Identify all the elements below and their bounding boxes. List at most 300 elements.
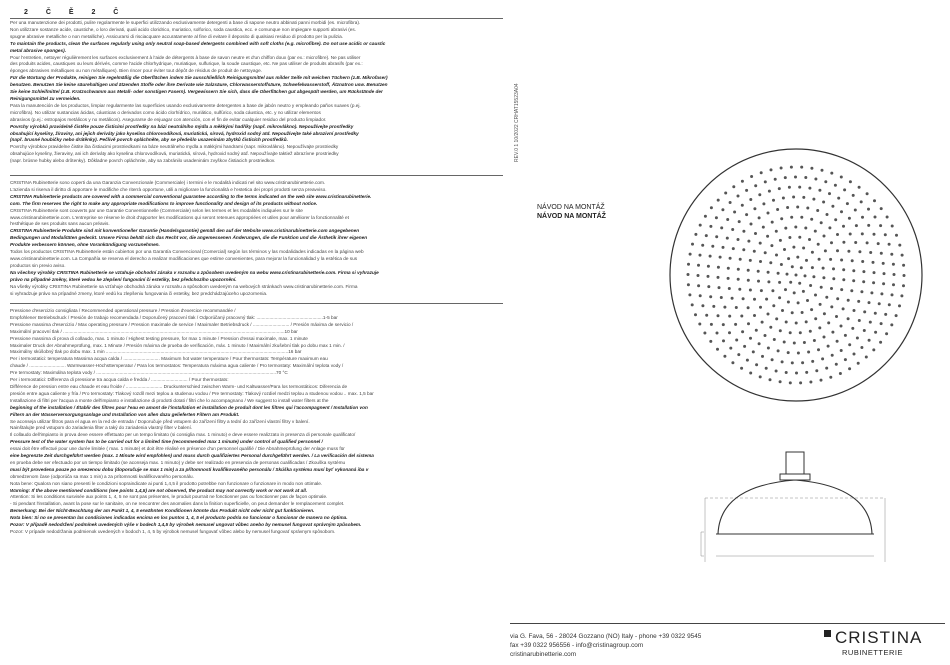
text-line: Pozor: V případě nedodržení podmínek uvedených výše v bodech 1,4,5 by výrobek nemusel ungovat vůbec anebo by nemusel fungovat správným způsobem. (10, 522, 362, 528)
company-address (510, 632, 701, 659)
nozzle (843, 188, 846, 191)
nozzle (715, 235, 718, 238)
nozzle (863, 329, 866, 332)
shower-head-top-view (666, 140, 926, 410)
nozzle (829, 258, 832, 261)
nozzle (687, 273, 690, 276)
nozzle (707, 285, 710, 288)
nozzle (851, 259, 854, 262)
nozzle (880, 252, 883, 255)
text-line: Per una manutenzione dei prodotti, pulire regolarmente le superfici utilizzando esclusivamente detergenti a base di sapone neutro abbinati panni morbidi (es. microfibra). (10, 20, 361, 25)
nozzle (886, 216, 889, 219)
nozzle (790, 216, 793, 219)
header-marks: 2 Č Ě 2 Č (24, 9, 127, 16)
nozzle (885, 332, 888, 335)
nozzle (808, 187, 811, 190)
nozzle (758, 342, 761, 345)
nozzle (879, 341, 882, 344)
nozzle (790, 166, 793, 169)
nozzle (737, 278, 740, 281)
nozzle (882, 262, 885, 265)
text-line: chaude / ............................ Warmwasser-Höchsttemperatur / Para los termostatos: Temperatura máxima agua caliente / Pro termostaty: Maximální teplota vody / (10, 363, 344, 369)
logo-square-icon (824, 630, 831, 637)
text-line: Reinigungsmittel zu vermeiden. (10, 95, 81, 101)
nozzle (785, 371, 788, 374)
nozzle (830, 287, 833, 290)
text-line: Para la manutención de los productos, limpiar regularmente las superficies usando exclusivamente detergentes a base de jabón neutro y empleando paños suaves (p.ej. (10, 102, 361, 108)
nozzle (857, 300, 860, 303)
nozzle (699, 224, 702, 227)
nozzle (872, 261, 875, 264)
nozzle (832, 267, 835, 270)
text-line: obsahující kyseliny, žíraviny, ani jejich deriváty jako kyselina chlorovodíková, muriatická, sírová, hydroxid sodný atd. Nepoužívejte také abrazivní prostředky (10, 130, 359, 136)
nozzle (892, 283, 895, 286)
nozzle (792, 246, 795, 249)
nozzle (731, 361, 734, 364)
nozzle (811, 360, 814, 363)
nozzle (849, 233, 852, 236)
nozzle (729, 347, 732, 350)
text-line: spugne abrasive metalliche o non metalliche). Assicurarsi di risciacquare accuratamente al fine di evitare il deposito di qualsiasi residuo di prodotto per la pulizia. (10, 33, 343, 39)
nozzle (742, 230, 745, 233)
nozzle (891, 225, 894, 228)
nozzle (840, 176, 843, 179)
nozzle (721, 208, 724, 211)
nozzle (842, 241, 845, 244)
nozzle (771, 221, 774, 224)
nozzle (836, 233, 839, 236)
nozzle (766, 235, 769, 238)
nozzle (848, 343, 851, 346)
nozzle (784, 288, 787, 291)
nozzle (898, 244, 901, 247)
nozzle (828, 226, 831, 229)
nozzle (747, 279, 750, 282)
nozzle (742, 248, 745, 251)
nozzle (800, 166, 803, 169)
nozzle (777, 349, 780, 352)
nozzle (848, 367, 851, 370)
nozzle (735, 339, 738, 342)
nozzle (836, 249, 839, 252)
nozzle (759, 260, 762, 263)
nozzle (694, 233, 697, 236)
nozzle (853, 353, 856, 356)
nozzle (819, 303, 822, 306)
nozzle (726, 237, 729, 240)
nozzle (820, 379, 823, 382)
nozzle (753, 207, 756, 210)
nozzle (891, 293, 894, 296)
nozzle (772, 199, 775, 202)
logo-word: CRISTINA (835, 628, 923, 647)
text-line: www.cristinarubinetterie.com. L'entreprise se réserve le droit d'apporter les modifications qui seront retenues appropriées et utiles pour améliorer la fonctionnalité et (10, 214, 349, 220)
nozzle (867, 208, 870, 211)
nozzle (778, 187, 781, 190)
nozzle (770, 244, 773, 247)
nozzle (717, 276, 720, 279)
nozzle (694, 313, 697, 316)
text-line: www.cristinarubinetterie.com. La Compañía se reserva el derecho a realizar modificaciones que estime convenientes, para mejorar la funcionalidad y la estética de sus (10, 255, 358, 261)
nozzle (824, 180, 827, 183)
nozzle (809, 284, 812, 287)
nozzle (727, 267, 730, 270)
nozzle (801, 311, 804, 314)
nozzle (778, 296, 781, 299)
nozzle (787, 351, 790, 354)
nozzle (722, 246, 725, 249)
nozzle (810, 218, 813, 221)
text-line: Pressione massima di prova di collaudo, max. 1 minuto / Highest testing pressure, for max 1 minute / Pression d'essai maximale, max. 1 minute (10, 335, 308, 341)
text-line: Non utilizzare sostanze acide, caustiche, o loro derivati, quali acido cloridrico, muriatico, solforico, soda caustica, ecc. e comunque non impiegare supporti abrasivi (es. (10, 26, 357, 32)
text-line: (napr. brúsne hubky alebo drôtenky). Dôkladne povrch opláchnite, aby sa zabránilo usadeninám zvyškov čistiacich prostriedkov. (10, 158, 276, 164)
nozzle (780, 167, 783, 170)
nozzle (872, 281, 875, 284)
nozzle (822, 201, 825, 204)
nozzle (852, 194, 855, 197)
text-line: Empfohlener Betriebsdruck / Presión de trabajo recomendada / Doporučený pracovní tlak / Odporúčaný pracovný tlak: ...................................................1-5 bar (10, 314, 338, 320)
nozzle (697, 264, 700, 267)
nozzle (857, 362, 860, 365)
nozzle (835, 363, 838, 366)
nozzle (842, 268, 845, 271)
nozzle (687, 263, 690, 266)
text-line: microfibra). No utilizar sustancias ácidas, cáusticas o derivados como ácido clorhídrico, muriático, sulfúrico, soda cáustica, etc. y no utilizar elementos (10, 109, 321, 115)
nozzle (878, 302, 881, 305)
nozzle (820, 286, 823, 289)
nozzle (852, 279, 855, 282)
nozzle (728, 315, 731, 318)
nozzle (853, 309, 856, 312)
nozzle (785, 321, 788, 324)
nozzle (705, 314, 708, 317)
nozzle (840, 288, 843, 291)
nozzle (870, 291, 873, 294)
nozzle (758, 216, 761, 219)
nozzle (830, 241, 833, 244)
nozzle (741, 330, 744, 333)
nozzle (697, 284, 700, 287)
nozzle (789, 381, 792, 384)
nozzle (737, 353, 740, 356)
nozzle (775, 317, 778, 320)
text-line: CRISTINA Rubinetterie sont couverts par une Garantie Conventionnelle (Commerciale) selon les termes et les modalités indiquées sur le site (10, 207, 303, 213)
text-line: l'esthétique de ses produits sans aucun préavis. (10, 221, 110, 227)
nozzle (814, 230, 817, 233)
nozzle (850, 289, 853, 292)
nozzle (715, 216, 718, 219)
nozzle (760, 289, 763, 292)
nozzle (720, 296, 723, 299)
nozzle (827, 321, 830, 324)
text-line: Maximální pracovní tlak / ..........................................................................................................................................................................10 bar (10, 328, 298, 334)
text-line: Pressione massima d'esercizio / Max operating pressure / Pression maximale de service / Maximaler Betriebsdruck / ............................ / Presión máxima de servicio / (10, 321, 354, 327)
nozzle (783, 341, 786, 344)
nozzle (787, 257, 790, 260)
nozzle (805, 320, 808, 323)
text-line: Povrchy výrobkov pravidelne čistite iba čistiacimi prostriedkami na báze neutrálneho mydla a mäkkými handrami (napr. mikrovlákno). Nepoužívajte prostriedky (10, 144, 339, 150)
text-line: abrasivos (p.ej.: estropajos metálicos y no metálicos). Asegurarse de enjuagar con atención, con el fin de evitar cualquier residuo del producto limpiador. (10, 116, 327, 122)
text-line: Nota bene: Qualora non siano presenti le condizioni sopraindicate ai punti 1,4,5 il prodotto potrebbe non funzionare o funzionare in modo non ottimale. (10, 480, 323, 486)
nozzle (858, 250, 861, 253)
nozzle (831, 331, 834, 334)
nozzle (728, 287, 731, 290)
text-line: obsahujúce kyseliny, žieraviny, ani ich deriváty ako kyselina chlorovodíková, muriatická, sírová, hydroxid sodný atď. Nepoužívajte taktiež abrazívne prostriedky (10, 151, 339, 157)
nozzle (758, 193, 761, 196)
nozzle (709, 255, 712, 258)
address-line: via G. Fava, 56 - 28024 Gozzano (NO) Italy - phone +39 0322 9545 (510, 633, 702, 640)
nozzle (823, 312, 826, 315)
nozzle (903, 274, 906, 277)
nozzle (765, 367, 768, 370)
nozzle (724, 192, 727, 195)
nozzle (895, 314, 898, 317)
text-line: Pour l'entretien, nettoyer régulièrement les surfaces exclusivement à l'aide de détergents à base de savon neutre et d'un chiffon doux (par ex.: microfibre). Ne pas utiliser (10, 54, 361, 60)
nozzle (779, 329, 782, 332)
nozzle (689, 253, 692, 256)
nozzle (723, 306, 726, 309)
nozzle (874, 216, 877, 219)
nozzle (799, 331, 802, 334)
nozzle (791, 265, 794, 268)
nozzle (812, 198, 815, 201)
nozzle (802, 196, 805, 199)
nozzle (718, 286, 721, 289)
nozzle (832, 277, 835, 280)
nozzle (743, 345, 746, 348)
nozzle (794, 226, 797, 229)
nozzle (804, 176, 807, 179)
nozzle (839, 372, 842, 375)
nozzle (821, 169, 824, 172)
contact-line: fax +39 0322 956556 - info@cristinagroup.com (510, 642, 644, 649)
nozzle (707, 265, 710, 268)
nozzle (717, 266, 720, 269)
nozzle (764, 334, 767, 337)
nozzle (729, 201, 732, 204)
nozzle (798, 186, 801, 189)
nozzle (794, 176, 797, 179)
nozzle (737, 268, 740, 271)
nozzle (869, 251, 872, 254)
nozzle (784, 227, 787, 230)
nozzle (716, 348, 719, 351)
nozzle (880, 322, 883, 325)
text-line: To maintain the products, clean the surfaces regularly using only neutral soap-based detergents combined with soft cloths (e.g. microfibre). Do not use acidic or caustic (10, 40, 386, 46)
nozzle (771, 289, 774, 292)
nozzle (814, 178, 817, 181)
nozzle (800, 266, 803, 269)
nozzle (810, 167, 813, 170)
nozzle (749, 259, 752, 262)
text-line: musí být provedena pouze po omezenou dobu (doporučuje se max 1 min) a za přítomnosti kvalifikovaného personálu / Skúška systému musí byť vykonaná iba v (10, 466, 369, 472)
nozzle (732, 247, 735, 250)
nozzle (806, 207, 809, 210)
nozzle (697, 274, 700, 277)
nozzle (879, 224, 882, 227)
nozzle (882, 282, 885, 285)
text-line: Bemerkung: Bei der Nicht-Beachtung der am Punkt 1, 4, 5 erwähnten Konditionen könnte das Produkt nicht oder nicht gut funktionieren. (10, 508, 315, 514)
nozzle (847, 299, 850, 302)
divider-rule-2 (10, 303, 503, 304)
nozzle (854, 209, 857, 212)
text-line: Il collaudo dell'impianto in prova deve essere effettuato per un tempo limitato (si consiglia max. 1 minuto) e deve essere realizzato in presenza di personale qualificato/ (10, 432, 356, 438)
nozzle (861, 232, 864, 235)
nozzle (862, 270, 865, 273)
text-line: Maximaler Druck der Abnahmeprüfung, max. 1 Minute / Presión máxima de prueba de verificación, máx. 1 minuto / Maximální zkušební tlak po dobu max 1 min. / (10, 342, 345, 348)
nozzle (795, 274, 798, 277)
nozzle (830, 305, 833, 308)
nozzle (834, 218, 837, 221)
nozzle (802, 247, 805, 250)
nozzle (861, 260, 864, 263)
nozzle (757, 280, 760, 283)
text-line: Per i termostatici: temperatura Massima acqua calda / ............................ Maximum hot water temperature / Pour thermostats: Température maximum eau (10, 356, 328, 362)
text-line: presión entre agua caliente y fría / Pro termostaty: Tlakový rozdíl mezi teplou a studenou vodou / Pre termostaty: Tlakový rozdiel medzi teplou a studenou vodou .. max. 1,5 bar (10, 390, 374, 396)
nozzle (705, 234, 708, 237)
nozzle (778, 281, 781, 284)
nozzle (737, 195, 740, 198)
nozzle (768, 190, 771, 193)
nozzle (847, 317, 850, 320)
nozzle (753, 314, 756, 317)
nozzle (836, 297, 839, 300)
nozzle (880, 207, 883, 210)
nozzle (781, 309, 784, 312)
footer-rule (510, 623, 945, 624)
nozzle (728, 331, 731, 334)
text-line: Pressure test of the water system has to be carried out for a limited time (recommended max 1 minute) under control of qualified personnel / (10, 439, 323, 445)
nozzle (795, 372, 798, 375)
nozzle (813, 339, 816, 342)
text-line: eine begrenzte Zeit durchgeführt werden (max. 1 Minute wird empfohlen) und muss durch qualifiziertes Personal durchgeführt werden. / La verificación del sistema (10, 453, 374, 459)
nozzle (807, 351, 810, 354)
nozzle (854, 241, 857, 244)
nozzle (767, 280, 770, 283)
nozzle (811, 266, 814, 269)
nozzle (767, 212, 770, 215)
nozzle (747, 306, 750, 309)
nozzle (809, 330, 812, 333)
nozzle (762, 226, 765, 229)
warranty-section (10, 180, 503, 297)
nozzle (711, 245, 714, 248)
nozzle (759, 375, 762, 378)
nozzle (772, 304, 775, 307)
text-line: (např. brusné houbičky nebo drátěnky). Pečlivě povrch opláchněte, aby se předešlo usazeninám zbytků čisticích prostředků. (10, 137, 288, 143)
nozzle (746, 359, 749, 362)
text-line: Produkte verbessern können, ohne Vorankündigung vorzunehmen. (10, 242, 160, 248)
nozzle (780, 263, 783, 266)
nozzle (761, 355, 764, 358)
nozzle (688, 293, 691, 296)
nozzle (823, 235, 826, 238)
nozzle (750, 223, 753, 226)
nozzle (834, 184, 837, 187)
nozzle (880, 292, 883, 295)
nozzle (723, 355, 726, 358)
nozzle (883, 272, 886, 275)
nozzle (892, 263, 895, 266)
nozzle (842, 307, 845, 310)
nozzle (822, 276, 825, 279)
nozzle (719, 256, 722, 259)
nozzle (747, 269, 750, 272)
nozzle (759, 242, 762, 245)
nozzle (783, 248, 786, 251)
nozzle (701, 244, 704, 247)
nozzle (869, 321, 872, 324)
nozzle (734, 323, 737, 326)
text-line: Bedingungen und Modalitäten gedeckt. Unsere Firma behält sich das Recht vor, die angemessenen Änderungen, die die Funktion und die Ästhetik ihrer eigenen (10, 235, 368, 241)
nozzle (868, 301, 871, 304)
nozzle (804, 274, 807, 277)
text-line: en prueba debe ser efectuado por un tiempo limitado (se aconseja max. 1 minuto) y debe ser realizado en presencia de personas cualificadas / Zkouška systému (10, 459, 346, 465)
nozzle (707, 275, 710, 278)
text-line: Nota bien: Si no se presentan las condiciones indicadas encima en los puntos 1, 4, 5 el producto podría no funcionar o funcionar de manera no óptima. (10, 515, 348, 521)
nozzle (829, 376, 832, 379)
nozzle (764, 251, 767, 254)
nozzle (793, 342, 796, 345)
nozzle (733, 211, 736, 214)
text-line: Différence de pression entre eau chaude et eau froide / ............................ Druckunterschied zwischen Warm- und Kaltwasser/Para los termostáticos: Diferencia de (10, 383, 348, 389)
nozzle (824, 249, 827, 252)
text-line: CRISTINA Rubinetterie Produkte sind mit konventioneller Garantie (Handelsgarantie) gemäß den auf der Website www.cristinarubinetterie.com angegebenen (10, 228, 360, 234)
nozzle (789, 281, 792, 284)
nozzle (753, 298, 756, 301)
top-rule (10, 18, 503, 19)
nozzle (827, 345, 830, 348)
nozzle (810, 308, 813, 311)
text-line: L'azienda si riserva il diritto di apportare le modifiche che riterrà opportune, utili a migliorare la funzionalità e l'estetica dei propri prodotti senza preavviso. (10, 186, 327, 192)
nozzle (863, 310, 866, 313)
nozzle (745, 213, 748, 216)
nozzle (691, 243, 694, 246)
nozzle (858, 319, 861, 322)
nozzle (837, 197, 840, 200)
nozzle (825, 296, 828, 299)
text-line: Na všetky výrobky CRISTINA Rubinetterie sa vzťahuje obchodná záruka v rozsahu a spôsobom uvedeným na webových stránkach www.cristinarubinetterie.com. Firma (10, 283, 358, 289)
nozzle (861, 216, 864, 219)
nozzle (727, 277, 730, 280)
nozzle (796, 256, 799, 259)
nozzle (755, 329, 758, 332)
text-line: Maximálny skúšobný tlak po dobu max. 1 min ............................................................................................................................................16 bar (10, 349, 302, 355)
text-line: Na všechny výrobky CRISTINA Rubinetterie se vztahuje obchodní záruka v rozsahu a způsobem uvedeným na webu www.cristinarubinetterie.com. Firma si vyhrazuje (10, 269, 379, 275)
nozzle (742, 297, 745, 300)
nozzle (767, 271, 770, 274)
nozzle (801, 361, 804, 364)
nozzle (750, 175, 753, 178)
divider-rule-1 (10, 175, 503, 176)
nozzle (775, 230, 778, 233)
text-line: právo na případné změny, které vedou ke zlepšení fungování či estetiky, bez předchozího upozornění. (10, 276, 237, 282)
nozzle (780, 217, 783, 220)
nozzle (767, 313, 770, 316)
nozzle-pattern (687, 166, 906, 385)
nozzle (760, 171, 763, 174)
text-line: - Si pendant l'installation, avant la pose sur le sanitaire, on ne rencontrer des anomalies dans la finition superficielle, on peut demander le remplacement complet. (10, 501, 345, 507)
nozzle (818, 258, 821, 261)
text-line: si vyhradzuje právo na prípadné zmeny, ktoré vedú ku zlepšeniu fungovania či estetiky, bez predchádzajúceho upozornenia. (10, 290, 268, 296)
nozzle (767, 347, 770, 350)
nozzle (840, 349, 843, 352)
nozzle (895, 234, 898, 237)
nozzle (800, 216, 803, 219)
nozzle (784, 176, 787, 179)
nozzle (749, 337, 752, 340)
nozzle (835, 315, 838, 318)
